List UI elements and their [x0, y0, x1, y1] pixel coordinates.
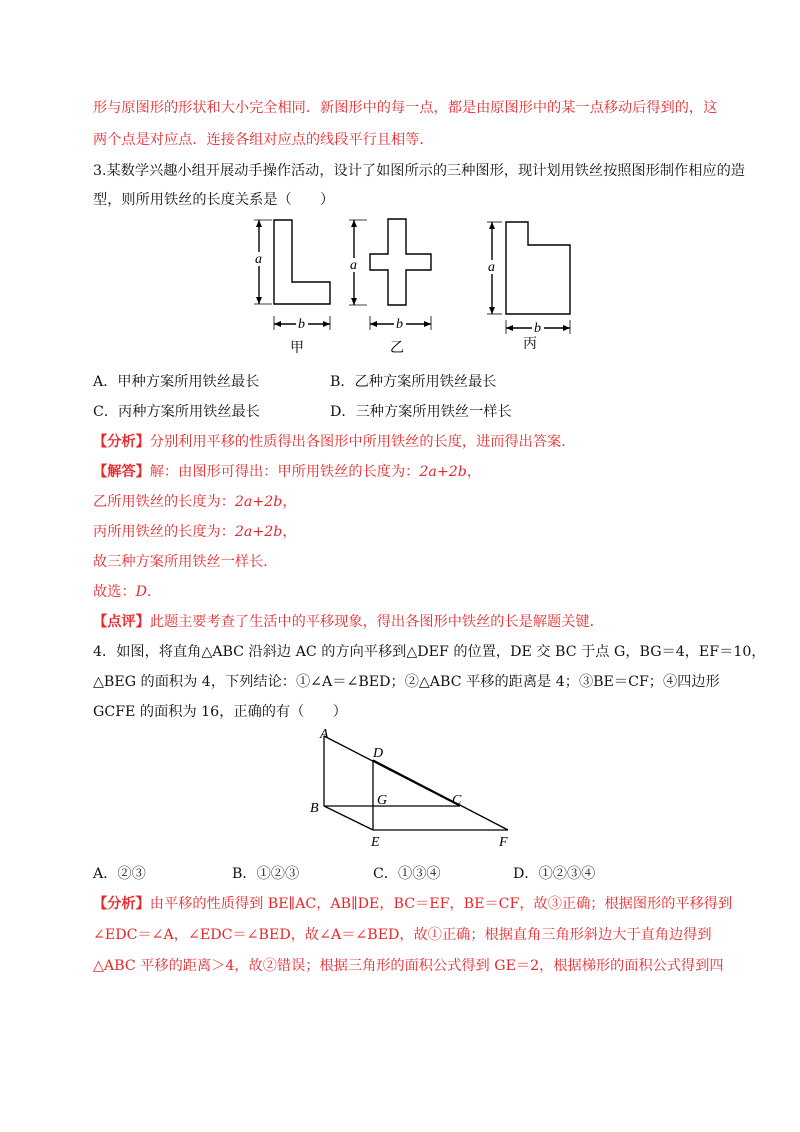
caption-bing: 丙 — [523, 337, 537, 352]
q4-option-c: C．①③④ — [373, 866, 441, 882]
q4-figure — [300, 724, 530, 850]
q4-option-a: A．②③ — [93, 866, 146, 882]
b-label-yi: b — [396, 317, 403, 332]
solution-choose-label: 故选： — [93, 584, 136, 600]
comment-text: 此题主要考查了生活中的平移现象，得出各图形中铁丝的长是解题关键． — [149, 614, 604, 630]
point-f: F — [499, 835, 508, 850]
a-label-bing: a — [488, 260, 495, 275]
q4-stem-line-3: GCFE 的面积为 16，正确的有（ ） — [93, 704, 347, 720]
q3-option-a: A．甲种方案所用铁丝最长 — [93, 374, 260, 390]
q3-solution-line-3 — [93, 522, 297, 542]
analysis-text: 分别利用平移的性质得出各图形中所用铁丝的长度，进而得出答案． — [149, 434, 576, 450]
q4-analysis-line-1 — [93, 894, 732, 914]
solution-text-3: 丙所用铁丝的长度为： — [93, 524, 235, 540]
a-label-yi: a — [350, 258, 357, 273]
a-label-jia: a — [255, 252, 262, 267]
solution-expr-2: 2a+2b — [234, 494, 283, 510]
analysis-tag: 【分析】 — [93, 434, 150, 450]
q3-solution-line-1 — [93, 462, 481, 482]
point-g: G — [377, 793, 388, 808]
comment-tag: 【点评】 — [93, 614, 150, 630]
q4-analysis-text-1: 由平移的性质得到 BE∥AC，AB∥DE，BC＝EF，BE＝CF，故③正确；根据图形的平移得到 — [149, 896, 733, 912]
q3-solution-line-5 — [93, 582, 161, 602]
solution-text-1: 解：由图形可得出：甲所用铁丝的长度为： — [149, 464, 420, 480]
point-d: D — [373, 746, 384, 761]
q4-analysis-line-3: △ABC 平移的距离＞4，故②错误；根据三角形的面积公式得到 GE＝2，根据梯形的面积公式得到四 — [93, 958, 724, 974]
solution-comma-2: ， — [282, 494, 297, 510]
q3-comment — [93, 612, 604, 632]
q3-option-d: D．三种方案所用铁丝一样长 — [330, 404, 512, 420]
solution-comma-1: ， — [466, 464, 482, 480]
intro-line-1: 形与原图形的形状和大小完全相同．新图形中的每一点，都是由原图形中的某一点移动后得到的，这 — [93, 100, 718, 116]
q3-option-c: C．丙种方案所用铁丝最长 — [93, 404, 260, 420]
solution-tag: 【解答】 — [93, 464, 150, 480]
caption-jia: 甲 — [290, 341, 304, 356]
q3-solution-line-4: 故三种方案所用铁丝一样长． — [93, 554, 278, 570]
q4-stem-line-2: △BEG 的面积为 4，下列结论：①∠A＝∠BED；②△ABC 平移的距离是 4；③BE＝CF；④四边形 — [93, 674, 720, 690]
segment-be — [324, 806, 373, 830]
shape-jia — [274, 220, 330, 304]
q4-option-d: D．①②③④ — [513, 866, 596, 882]
point-b: B — [310, 801, 319, 816]
solution-expr-1: 2a+2b — [419, 464, 467, 480]
solution-comma-3: ， — [282, 524, 297, 540]
q3-option-b: B．乙种方案所用铁丝最长 — [330, 374, 497, 390]
intro-line-2: 两个点是对应点．连接各组对应点的线段平行且相等． — [93, 132, 434, 148]
q4-option-b: B．①②③ — [232, 866, 300, 882]
b-label-bing: b — [534, 321, 541, 336]
point-e: E — [371, 835, 380, 850]
segment-ac — [324, 736, 460, 806]
q3-figures — [240, 212, 590, 360]
point-c: C — [452, 793, 462, 808]
q3-solution-line-2 — [93, 492, 297, 512]
caption-yi: 乙 — [390, 341, 404, 356]
solution-period: ． — [146, 584, 162, 600]
q4-analysis-line-2: ∠EDC＝∠A，∠EDC＝∠BED，故∠A＝∠BED，故①正确；根据直角三角形斜边大于直角边得到 — [93, 927, 712, 943]
point-a: A — [320, 727, 329, 742]
shape-bing — [506, 222, 570, 314]
solution-choice: D — [135, 584, 147, 600]
q3-stem-line-1: 3.某数学兴趣小组开展动手操作活动，设计了如图所示的三种图形，现计划用铁丝按照图形制作相应的造 — [93, 163, 745, 179]
q3-stem-line-2: 型，则所用铁丝的长度关系是（ ） — [93, 192, 335, 208]
segment-df — [373, 760, 508, 830]
q4-stem-line-1: 4．如图，将直角△ABC 沿斜边 AC 的方向平移到△DEF 的位置，DE 交 BC 于点 G，BG＝4，EF＝10， — [93, 644, 766, 660]
q4-analysis-tag: 【分析】 — [93, 896, 150, 912]
solution-text-2: 乙所用铁丝的长度为： — [93, 494, 235, 510]
solution-expr-3: 2a+2b — [234, 524, 283, 540]
b-label-jia: b — [298, 317, 305, 332]
q3-analysis — [93, 432, 575, 452]
shape-yi — [370, 219, 431, 305]
